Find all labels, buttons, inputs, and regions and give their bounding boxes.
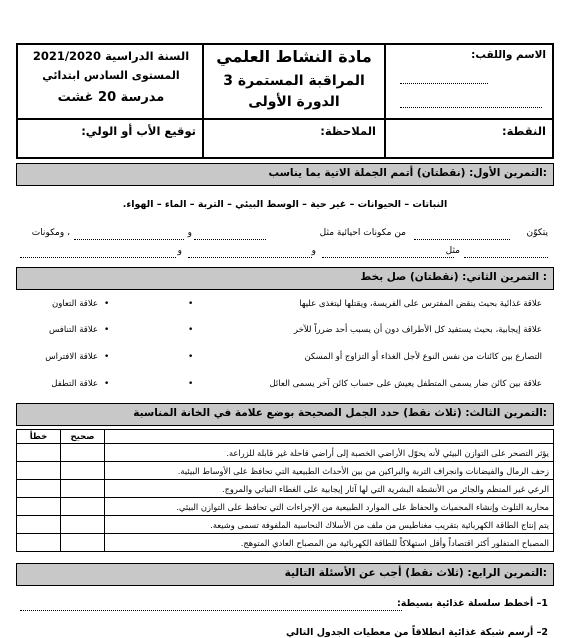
false-checkbox-cell[interactable] [17, 534, 61, 552]
table-row [17, 498, 554, 516]
false-checkbox-cell[interactable] [17, 444, 61, 462]
match-point[interactable]: • [104, 299, 110, 309]
question-1: 1– أخطط سلسلة غذائية بسيطة: [396, 598, 548, 609]
statement-cell: زحف الرمال والفيضانات وانجراف التربة والبراكين من بين الأحداث الطبيعية التي تحافظ على الأوساط البيئية. [105, 462, 554, 480]
fill-blank[interactable] [322, 257, 454, 258]
table-row [17, 462, 554, 480]
true-column-header: صحيح [61, 430, 105, 444]
remarks-label: الملاحظة: [320, 124, 376, 138]
match-left-item: التصارع بين كائنات من نفس النوع لأجل الغذاء أو التزاوج أو المسكن [304, 352, 542, 362]
divider [384, 43, 386, 159]
true-checkbox-cell[interactable] [61, 480, 105, 498]
true-checkbox-cell[interactable] [61, 462, 105, 480]
exercise3-title-bar [16, 403, 554, 426]
session-title: الدورة الأولى [248, 94, 340, 110]
true-checkbox-cell[interactable] [61, 444, 105, 462]
school-year: السنة الدراسية 2021/2020 [32, 49, 190, 63]
false-checkbox-cell[interactable] [17, 462, 61, 480]
match-point[interactable]: • [188, 325, 194, 335]
true-checkbox-cell[interactable] [61, 498, 105, 516]
match-point[interactable]: • [188, 352, 194, 362]
answer-line[interactable] [20, 610, 402, 611]
table-row [17, 516, 554, 534]
fill-text: من مكونات احيائية مثل [319, 228, 406, 238]
false-checkbox-cell[interactable] [17, 480, 61, 498]
statement-cell: يؤثر التصحر على التوازن البيئي لأنه يحوّل الأراضي الخصبة إلى أراضي قاحلة غير قابلة للزراعة. [105, 444, 554, 462]
match-point[interactable]: • [188, 379, 194, 389]
parent-signature-label: توقيع الأب أو الولي: [81, 124, 196, 138]
fill-blank[interactable] [188, 257, 312, 258]
exercise4-title: التمرين الرابع: (ثلاث نقط) أجب عن الأسئلة التالية: [284, 567, 547, 579]
fill-text: يتكوّن [526, 228, 548, 238]
match-right-item: علاقة الافتراس [45, 352, 98, 362]
fill-blank[interactable] [74, 239, 184, 240]
fill-text: و [177, 246, 182, 256]
table-row [17, 480, 554, 498]
statement-cell: المصباح المتفلور أكثر اقتصاداً وأقل استهلاكاً للطاقة الكهربائية من المصباح العادي المتوهج. [105, 534, 554, 552]
true-checkbox-cell[interactable] [61, 516, 105, 534]
statement-cell: الرعي غير المنظم والجائر من الأنشطة البشرية التي لها آثار إيجابية على الغطاء النباتي والمروج. [105, 480, 554, 498]
match-left-item: علاقة إيجابية، بحيث يستفيد كل الأطراف دون أن يسبب أحد ضرراً للآخر [293, 325, 542, 335]
school-name: مدرسة 20 غشت [57, 90, 165, 105]
match-point[interactable]: • [104, 379, 110, 389]
grade-label: النقطة: [501, 124, 546, 138]
table-row [17, 444, 554, 462]
fill-text: و [311, 246, 316, 256]
fill-blank[interactable] [464, 257, 548, 258]
statement-cell: محاربة التلوث وإنشاء المحميات والحفاظ على الموارد الطبيعية من الإجراءات التي تحافظ على التوازن البيئي. [105, 498, 554, 516]
match-left-item: علاقة غذائية بحيث ينقض المفترس على الفريسة، ويقتلها ليتغذى عليها [299, 299, 542, 309]
exercise2-title: التمرين الثاني: (نقطتان) صل بخط : [360, 271, 547, 283]
exercise4-title-bar [16, 563, 554, 586]
subject-title: مادة النشاط العلمي [216, 47, 372, 66]
match-left-item: علاقة بين كائن ضار يسمى المتطفل يعيش على حساب كائن آخر يسمى العائل [269, 379, 542, 389]
false-checkbox-cell[interactable] [17, 516, 61, 534]
test-title: المراقبة المستمرة 3 [223, 73, 365, 89]
fill-text: مثل [445, 246, 460, 256]
name-line[interactable] [400, 107, 542, 108]
fill-blank[interactable] [20, 257, 176, 258]
match-right-item: علاقة التنافس [48, 325, 98, 335]
statement-cell: يتم إنتاج الطاقة الكهربائية بتقريب مغناطيس من ملف من الأسلاك النحاسية الملفوفة تسمى وشيعة. [105, 516, 554, 534]
match-point[interactable]: • [188, 299, 194, 309]
fill-blank[interactable] [194, 239, 266, 240]
fill-blank[interactable] [414, 239, 510, 240]
statement-column-header [105, 430, 554, 444]
fill-text: ، ومكونات [31, 228, 70, 238]
table-header-row [17, 430, 554, 444]
match-point[interactable]: • [104, 352, 110, 362]
exercise2-title-bar [16, 267, 554, 290]
exam-sheet [16, 43, 554, 637]
exercise3-title: التمرين الثالث: (ثلاث نقط) حدد الجمل الصحيحة بوضع علامة في الخانة المناسبة: [133, 407, 547, 419]
table-row [17, 534, 554, 552]
false-column-header: خطأ [17, 430, 61, 444]
divider [16, 118, 554, 120]
name-label: الاسم واللقب: [471, 49, 546, 61]
true-false-table [16, 429, 554, 552]
exercise1-title: التمرين الأول: (نقطتان) أتمم الجملة الاتية بما يناسب: [268, 167, 547, 179]
match-right-item: علاقة التطفل [51, 379, 98, 389]
true-checkbox-cell[interactable] [61, 534, 105, 552]
name-line[interactable] [400, 83, 488, 84]
word-bank: النباتات – الحيوانات – غير حية – الوسط البيئي – التربة – الماء – الهواء. [122, 199, 448, 210]
question-2: 2– أرسم شبكة غذائية انطلاقاً من معطيات الجدول التالي [285, 627, 548, 638]
level: المستوى السادس ابتدائي [42, 69, 180, 82]
false-checkbox-cell[interactable] [17, 498, 61, 516]
match-right-item: علاقة التعاون [51, 299, 98, 309]
exercise1-title-bar [16, 163, 554, 186]
fill-text: و [187, 228, 192, 238]
match-point[interactable]: • [104, 325, 110, 335]
